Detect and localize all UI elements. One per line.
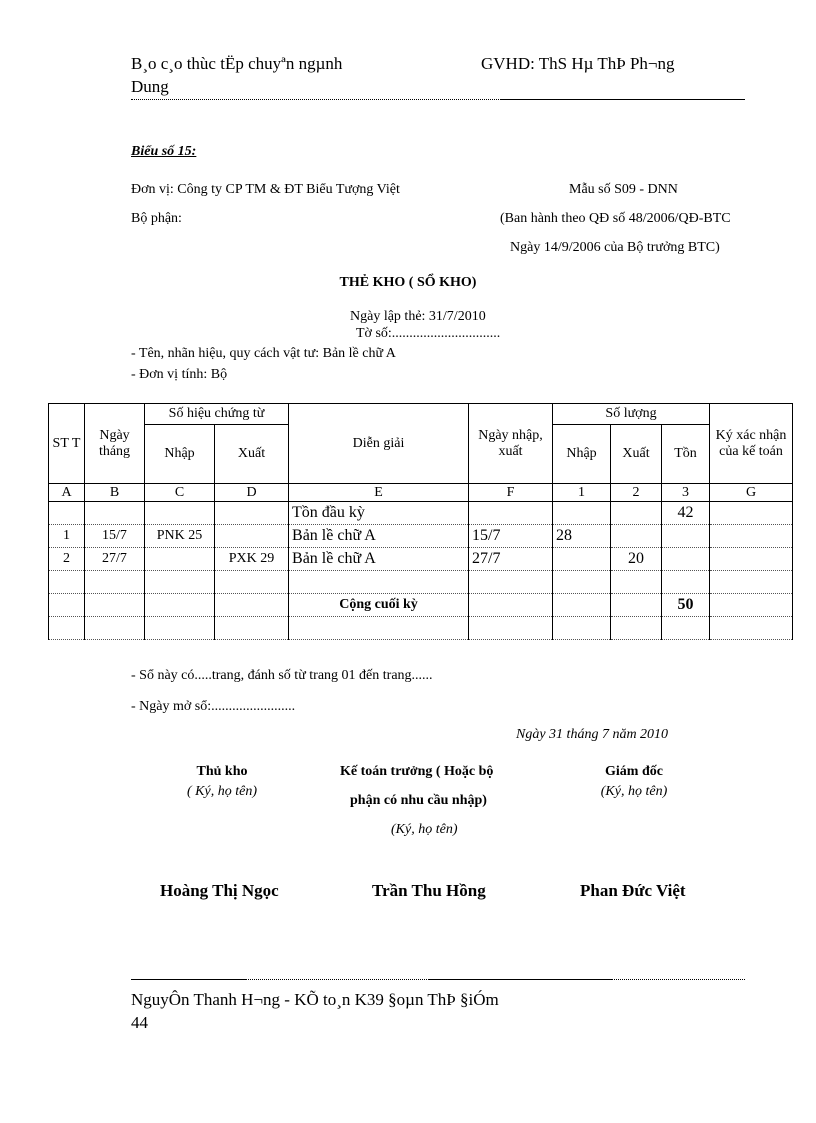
- cell-date: [85, 571, 145, 594]
- cell-voucher-out: [215, 525, 289, 548]
- header-stt: ST T: [49, 404, 85, 484]
- accountant-note: (Ký, họ tên): [391, 822, 458, 837]
- cell-confirm: [710, 548, 793, 571]
- cell-stt: [49, 502, 85, 525]
- cell-description: [289, 617, 469, 640]
- cell-voucher-in: [145, 617, 215, 640]
- cell-voucher-in: [145, 594, 215, 617]
- cell-qty-in: [553, 502, 611, 525]
- cell-stt: 2: [49, 548, 85, 571]
- cell-qty-out: [611, 617, 662, 640]
- letter-cell: F: [469, 484, 553, 502]
- cell-stt: [49, 571, 85, 594]
- cell-confirm: [710, 525, 793, 548]
- header-left-title: B¸o c¸o thùc tËp chuyªn ngµnh: [131, 54, 343, 73]
- letter-cell: G: [710, 484, 793, 502]
- cell-voucher-out: PXK 29: [215, 548, 289, 571]
- header-confirm: Ký xác nhận của kế toán: [710, 404, 793, 484]
- cell-qty-balance: [662, 525, 710, 548]
- cell-date: [85, 617, 145, 640]
- header-voucher: Số hiệu chứng từ: [145, 404, 289, 425]
- cell-io-date: [469, 502, 553, 525]
- cell-voucher-out: [215, 594, 289, 617]
- template-date: Ngày 14/9/2006 của Bộ trưởng BTC): [510, 240, 720, 255]
- note-pages: - Sổ này có.....trang, đánh số từ trang 01 đến trang......: [131, 668, 433, 683]
- page-title: THẺ KHO ( SỔ KHO): [339, 275, 477, 290]
- total-label: Cộng cuối kỳ: [289, 594, 469, 617]
- header-description: Diễn giải: [289, 404, 469, 484]
- template-code: Mẫu số S09 - DNN: [569, 182, 678, 197]
- header-qty-out: Xuất: [611, 425, 662, 484]
- header-date: Ngày tháng: [85, 404, 145, 484]
- cell-voucher-in: [145, 502, 215, 525]
- cell-date: [85, 594, 145, 617]
- cell-description: [289, 571, 469, 594]
- unit-of-measure: - Đơn vị tính: Bộ: [131, 367, 228, 382]
- cell-description: Bản lề chữ A: [289, 548, 469, 571]
- storekeeper-name: Hoàng Thị Ngọc: [160, 881, 279, 900]
- cell-date: [85, 502, 145, 525]
- table-row: [49, 548, 793, 571]
- cell-qty-in: [553, 594, 611, 617]
- cell-qty-in: [553, 617, 611, 640]
- cell-voucher-out: [215, 571, 289, 594]
- letter-cell: B: [85, 484, 145, 502]
- cell-qty-out: [611, 571, 662, 594]
- storekeeper-title: Thủ kho: [196, 764, 248, 779]
- letter-cell: 3: [662, 484, 710, 502]
- cell-qty-balance: [662, 617, 710, 640]
- total-balance: 50: [662, 594, 710, 617]
- cell-io-date: [469, 571, 553, 594]
- cell-io-date: 15/7: [469, 525, 553, 548]
- header-rule-solid: [500, 99, 745, 100]
- accountant-title: Kế toán trưởng ( Hoặc bộ: [340, 764, 494, 779]
- header-voucher-in: Nhập: [145, 425, 215, 484]
- stock-card-table: [48, 403, 793, 640]
- accountant-name: Trần Thu Hồng: [372, 881, 486, 900]
- cell-confirm: [710, 617, 793, 640]
- director-note: (Ký, họ tên): [600, 784, 668, 799]
- item-name: - Tên, nhãn hiệu, quy cách vật tư: Bản lề chữ A: [131, 346, 396, 361]
- cell-qty-out: 20: [611, 548, 662, 571]
- table-row: [49, 525, 793, 548]
- cell-qty-balance: [662, 571, 710, 594]
- letter-cell: A: [49, 484, 85, 502]
- cell-qty-out: [611, 502, 662, 525]
- cell-stt: [49, 594, 85, 617]
- cell-io-date: 27/7: [469, 548, 553, 571]
- footer-author: NguyÔn Thanh H¬ng - KÕ to¸n K39 §oµn ThÞ §iÓm: [131, 990, 499, 1009]
- letter-cell: D: [215, 484, 289, 502]
- cell-stt: 1: [49, 525, 85, 548]
- sheet-number: Tờ số:...............................: [356, 326, 501, 341]
- template-issued: (Ban hành theo QĐ số 48/2006/QĐ-BTC: [500, 211, 731, 226]
- cell-qty-balance: 42: [662, 502, 710, 525]
- header-quantity: Số lượng: [553, 404, 710, 425]
- created-date: Ngày lập thẻ: 31/7/2010: [350, 309, 486, 324]
- cell-confirm: [710, 502, 793, 525]
- footer-rule-solid-mid: [428, 979, 612, 980]
- cell-confirm: [710, 594, 793, 617]
- note-open-date: - Ngày mở sổ:........................: [131, 699, 296, 714]
- cell-qty-in: 28: [553, 525, 611, 548]
- cell-qty-out: [611, 525, 662, 548]
- sign-date: Ngày 31 tháng 7 năm 2010: [516, 727, 669, 742]
- cell-io-date: [469, 594, 553, 617]
- header-voucher-out: Xuất: [215, 425, 289, 484]
- cell-voucher-in: PNK 25: [145, 525, 215, 548]
- table-row: [49, 571, 793, 594]
- header-advisor: GVHD: ThS Hµ ThÞ Ph¬ng: [481, 54, 675, 73]
- letter-cell: 1: [553, 484, 611, 502]
- header-io-date: Ngày nhập, xuất: [469, 404, 553, 484]
- department-line: Bộ phận:: [131, 211, 182, 226]
- table-row: [49, 502, 793, 525]
- cell-voucher-in: [145, 571, 215, 594]
- table-row-empty: [49, 617, 793, 640]
- unit-line: Đơn vị: Công ty CP TM & ĐT Biểu Tượng Việt: [131, 182, 400, 197]
- cell-description: Bản lề chữ A: [289, 525, 469, 548]
- director-title: Giám đốc: [605, 764, 663, 779]
- cell-qty-in: [553, 571, 611, 594]
- cell-confirm: [710, 571, 793, 594]
- accountant-title-continued: phận có nhu cầu nhập): [350, 793, 487, 808]
- cell-qty-out: [611, 594, 662, 617]
- cell-voucher-out: [215, 617, 289, 640]
- footer-rule-solid-left: [131, 979, 246, 980]
- cell-voucher-out: [215, 502, 289, 525]
- page-number: 44: [131, 1013, 148, 1032]
- cell-stt: [49, 617, 85, 640]
- director-name: Phan Đức Việt: [580, 881, 686, 900]
- cell-date: 15/7: [85, 525, 145, 548]
- header-left-continued: Dung: [131, 77, 169, 96]
- header-qty-balance: Tồn: [662, 425, 710, 484]
- cell-date: 27/7: [85, 548, 145, 571]
- total-row: [49, 594, 793, 617]
- header-qty-in: Nhập: [553, 425, 611, 484]
- cell-io-date: [469, 617, 553, 640]
- storekeeper-note: ( Ký, họ tên): [187, 784, 257, 799]
- cell-description: Tồn đầu kỳ: [289, 502, 469, 525]
- cell-qty-in: [553, 548, 611, 571]
- cell-voucher-in: [145, 548, 215, 571]
- letter-cell: C: [145, 484, 215, 502]
- cell-qty-balance: [662, 548, 710, 571]
- form-number: Biểu số 15:: [131, 144, 197, 159]
- letter-cell: E: [289, 484, 469, 502]
- letter-cell: 2: [611, 484, 662, 502]
